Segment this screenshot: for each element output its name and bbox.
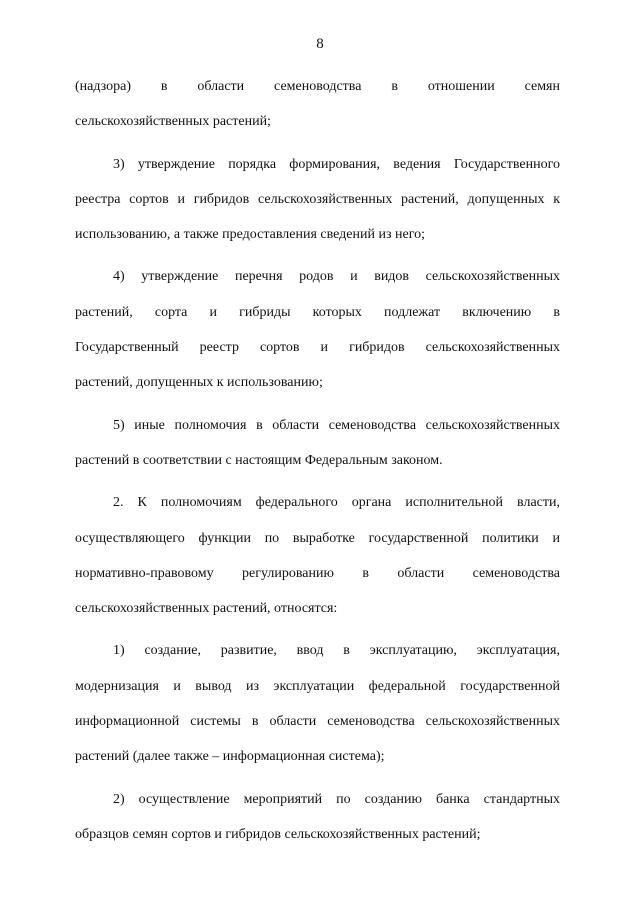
text-line: 3) утверждение порядка формирования, ведения Государственного bbox=[113, 156, 560, 172]
paragraph-continuation bbox=[75, 69, 560, 140]
text-line: растений (далее также – информационная система); bbox=[75, 749, 385, 765]
text-line: растений в соответствии с настоящим Федеральным законом. bbox=[75, 452, 443, 468]
text-line: реестра сортов и гибридов сельскохозяйственных растений, допущенных к bbox=[75, 191, 560, 207]
text-line: 5) иные полномочия в области семеноводства сельскохозяйственных bbox=[113, 417, 560, 433]
paragraph-section-2 bbox=[75, 485, 560, 626]
text-line: образцов семян сортов и гибридов сельскохозяйственных растений; bbox=[75, 826, 481, 842]
text-line: (надзора) в области семеноводства в отношении семян bbox=[75, 79, 560, 94]
body-text bbox=[75, 69, 560, 852]
paragraph-item-5 bbox=[75, 408, 560, 479]
text-line: 2. К полномочиям федерального органа исполнительной власти, bbox=[113, 495, 560, 511]
text-line: растений, сорта и гибриды которых подлежат включению в bbox=[75, 304, 560, 320]
text-line: Государственный реестр сортов и гибридов сельскохозяйственных bbox=[75, 340, 560, 356]
paragraph-item-4 bbox=[75, 259, 560, 400]
paragraph-subitem-1 bbox=[75, 633, 560, 774]
paragraph-subitem-2 bbox=[75, 782, 560, 853]
text-line: растений, допущенных к использованию; bbox=[75, 375, 323, 391]
text-line: осуществляющего функции по выработке государственной политики и bbox=[75, 530, 560, 546]
text-line: нормативно-правовому регулированию в области семеноводства bbox=[75, 565, 560, 581]
page-number: 8 bbox=[316, 36, 324, 52]
text-line: модернизация и вывод из эксплуатации федеральной государственной bbox=[75, 678, 560, 694]
text-line: 4) утверждение перечня родов и видов сельскохозяйственных bbox=[113, 269, 560, 285]
text-line: сельскохозяйственных растений, относятся: bbox=[75, 601, 338, 617]
text-line: информационной системы в области семеноводства сельскохозяйственных bbox=[75, 714, 560, 730]
text-line: 2) осуществление мероприятий по созданию банка стандартных bbox=[113, 791, 560, 807]
paragraph-item-3 bbox=[75, 147, 560, 253]
text-line: 1) создание, развитие, ввод в эксплуатацию, эксплуатация, bbox=[113, 643, 560, 659]
text-line: сельскохозяйственных растений; bbox=[75, 114, 271, 130]
text-line: использованию, а также предоставления сведений из него; bbox=[75, 227, 425, 243]
